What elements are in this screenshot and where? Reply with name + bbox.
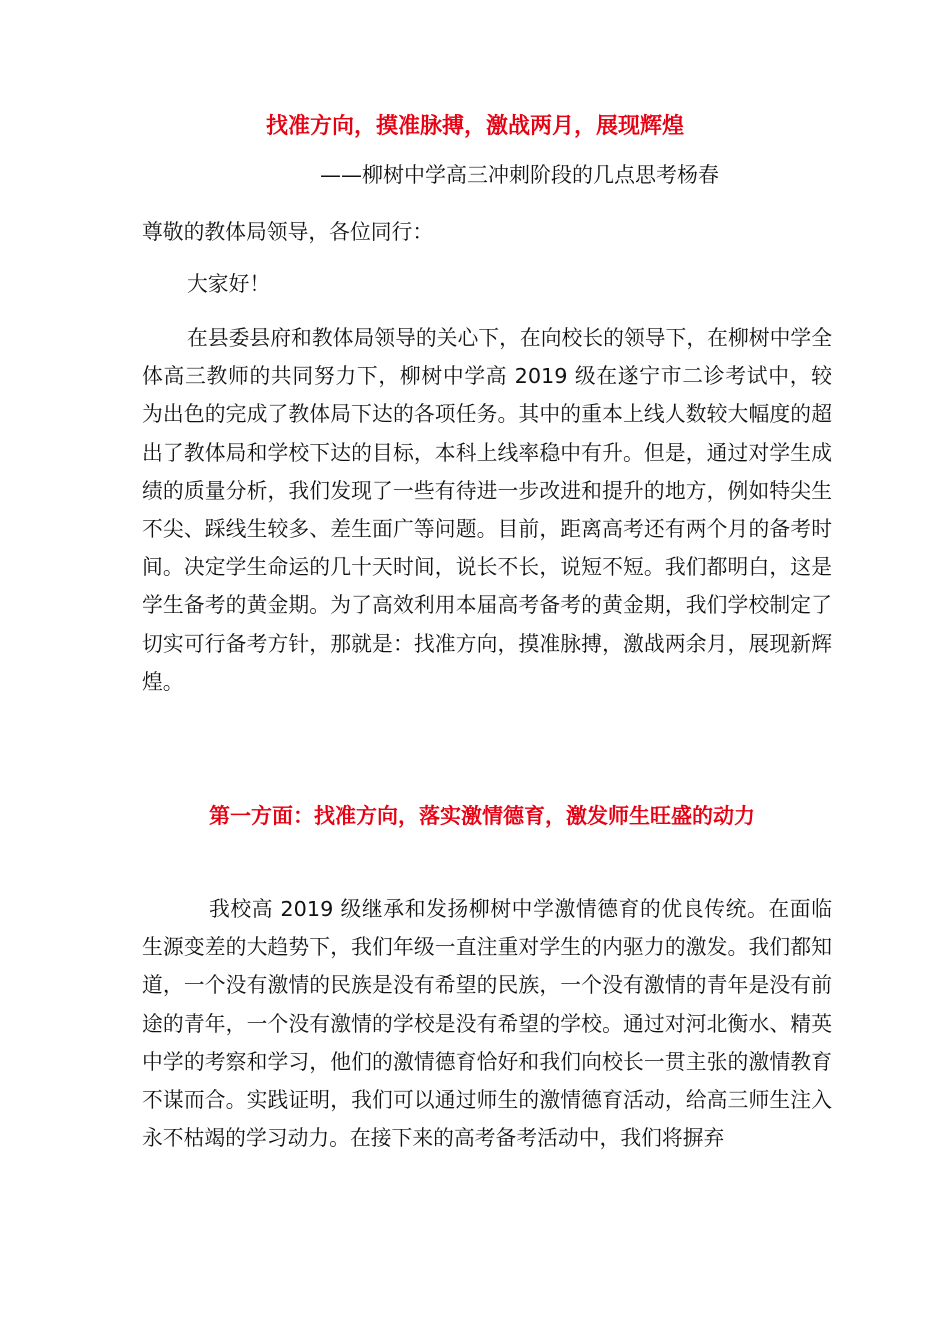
paragraph-intro: 在县委县府和教体局领导的关心下，在向校长的领导下，在柳树中学全体高三教师的共同努力下，柳树中学高 2019 级在遂宁市二诊考试中，较为出色的完成了教体局下达的各项任务。其中的重本上线人数较大幅度的超出了教体局和学校下达的目标，本科上线率稳中有升。但是，通过对学生成绩的质量分析，我们发现了一些有待进一步改进和提升的地方，例如特尖生不尖、踩线生较多、差生面广等问题。目前，距离高考还有两个月的备考时间。决定学生命运的几十天时间，说长不长，说短不短。我们都明白，这是学生备考的黄金期。为了高效利用本届高考备考的黄金期，我们学校制定了切实可行备考方针，那就是：找准方向，摸准脉搏，激战两余月，展现新辉煌。 bbox=[142, 326, 832, 694]
paragraph-section-1: 我校高 2019 级继承和发扬柳树中学激情德育的优良传统。在面临生源变差的大趋势下，我们年级一直注重对学生的内驱力的激发。我们都知道，一个没有激情的民族是没有希望的民族，一个没有激情的青年是没有前途的青年，一个没有激情的学校是没有希望的学校。通过对河北衡水、精英中学的考察和学习，他们的激情德育恰好和我们向校长一贯主张的激情教育不谋而合。实践证明，我们可以通过师生的激情德育活动，给高三师生注入永不枯竭的学习动力。在接下来的高考备考活动中，我们将摒弃 bbox=[142, 897, 832, 1151]
section-heading-1: 第一方面：找准方向，落实激情德育，激发师生旺盛的动力 bbox=[209, 804, 755, 828]
document-title: 找准方向，摸准脉搏，激战两月，展现辉煌 bbox=[265, 114, 684, 139]
document-subtitle: ——柳树中学高三冲刺阶段的几点思考杨春 bbox=[320, 163, 719, 187]
greeting: 大家好！ bbox=[187, 272, 271, 296]
salutation: 尊敬的教体局领导，各位同行： bbox=[142, 220, 434, 244]
